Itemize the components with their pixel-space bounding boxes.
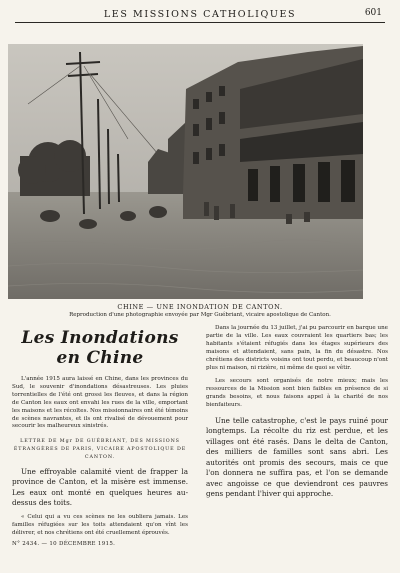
photo-credit: Reproduction d'une photographie envoyée par Mgr Guébriant, vicaire apostolique de Canton. <box>69 312 331 318</box>
right-paragraph-1: Dans la journée du 13 juillet, j'ai pu parcourir en barque une partie de la ville. Les eaux couvraient les quartiers bas; les habitants s'étaient réfugiés dans les étages supérieurs des maisons et attendaient, sans pain, la fin du désastre. Nos chrétiens des districts voisins ont tout perdu, et beaucoup n'ont plus ni maison, ni rizière, ni même de quoi se vêtir. <box>206 325 388 371</box>
page-number: 601 <box>364 8 382 18</box>
report-quote: « Celui qui a vu ces scènes ne les oubliera jamais. Les familles réfugiées sur les toits attendaient qu'on vînt les délivrer, et nos chrétiens ont été cruellement éprouvés. <box>12 514 188 537</box>
header-rule <box>15 22 385 23</box>
journal-title: LES MISSIONS CATHOLIQUES <box>103 9 297 20</box>
report-text: Une effroyable calamité vient de frapper la province de Canton, et la misère est immense. Les eaux ont monté en quelques heures au-dessus des toits. <box>12 466 188 507</box>
right-paragraph-2: Les secours sont organisés de notre mieux; mais les ressources de la Mission sont bien faibles en présence de si grands besoins, et nous faisons appel à la charité de nos bienfaiteurs. <box>206 378 388 409</box>
page-header <box>0 0 400 40</box>
article-intro: L'année 1915 aura laissé en Chine, dans les provinces du Sud, le souvenir d'inondations désastreuses. Les pluies torrentielles de l'été ont grossi les fleuves, et dans la région de Canton les eaux ont envahi les rues de la ville, emportant les maisons et les récoltes. Nos missionnaires ont été témoins de scènes navrantes, et ils ont rivalisé de dévouement pour secourir les malheureux sinistrés. <box>12 376 189 430</box>
right-column <box>206 325 388 505</box>
left-column <box>12 325 188 544</box>
photo-caption: CHINE — UNE INONDATION DE CANTON. <box>117 303 283 311</box>
article-title: Les Inondations en Chine <box>21 328 179 368</box>
flood-street-photo <box>8 44 363 299</box>
issue-footer: N° 2434. — 10 DÉCEMBRE 1915. <box>12 541 116 547</box>
report-heading: LETTRE DE Mgr DE GUÉBRIANT, DES MISSIONS ÉTRANGÈRES DE PARIS, VICAIRE APOSTOLIQUE DE CANTON. <box>13 439 187 460</box>
right-paragraph-3: Une telle catastrophe, c'est le pays ruiné pour longtemps. La récolte du riz est perdue, et les villages ont été rasés. Dans le delta de Canton, des milliers de familles sont sans abri. Les autorités ont promis des secours, mais ce que l'on donnera ne suffira pas, et l'on se demande avec angoisse ce que deviendront ces pauvres gens pendant l'hiver qui approche. <box>206 416 388 498</box>
